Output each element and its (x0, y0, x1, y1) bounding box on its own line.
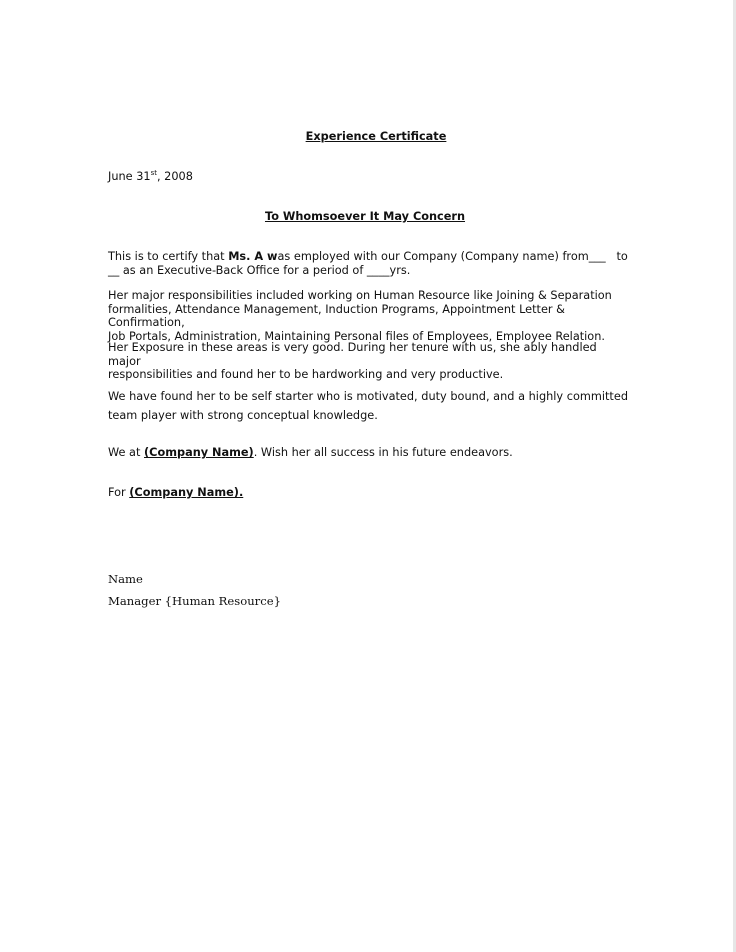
signature-title: Manager {Human Resource} (108, 594, 281, 608)
date-day: June 31 (108, 170, 151, 183)
concern-heading (0, 210, 736, 223)
paragraph-employment-line-1 (108, 250, 630, 264)
paragraph-responsibilities-line-1: Her major responsibilities included working on Human Resource like Joining & Separation (108, 289, 612, 302)
employee-name: Ms. A w (228, 250, 278, 263)
certificate-title-text: Experience Certificate (305, 130, 447, 143)
paragraph-exposure (108, 341, 630, 382)
paragraph-for-company (108, 486, 630, 500)
para5-text-b: . Wish her all success in his future endeavors. (253, 446, 513, 459)
paragraph-wishes (108, 446, 630, 460)
certificate-title (0, 130, 736, 143)
company-name-signoff: (Company Name). (129, 486, 244, 499)
paragraph-qualities: We have found her to be self starter who is motivated, duty bound, and a highly committed team player with strong conceptual knowledge. (108, 390, 628, 422)
paragraph-exposure-line-1: Her Exposure in these areas is very good. During her tenure with us, she ably handled major (108, 341, 597, 368)
paragraph-employment (108, 250, 630, 277)
company-name-placeholder: (Company Name) (144, 446, 254, 459)
paragraph-responsibilities-line-3: Job Portals, Administration, Maintaining Personal files of Employees, Employee Relation. (108, 329, 605, 343)
para5-text-a: We at (108, 446, 144, 459)
signature-name: Name (108, 572, 143, 586)
paragraph-responsibilities-line-2: formalities, Attendance Management, Induction Programs, Appointment Letter & Confirmation, (108, 302, 565, 329)
paragraph-employment-line-2: __ as an Executive-Back Office for a period of ____yrs. (108, 263, 411, 277)
concern-heading-text: To Whomsoever It May Concern (264, 210, 466, 223)
para1-text-b: as employed with our Company (Company name) from___ to (277, 250, 628, 263)
paragraph-exposure-line-2: responsibilities and found her to be hardworking and very productive. (108, 368, 504, 381)
certificate-date (108, 170, 630, 184)
para1-text-a: This is to certify that (108, 250, 229, 263)
paragraph-responsibilities (108, 289, 630, 343)
date-ordinal: st (150, 169, 157, 177)
para6-text-a: For (108, 486, 130, 499)
date-year: , 2008 (156, 170, 193, 183)
